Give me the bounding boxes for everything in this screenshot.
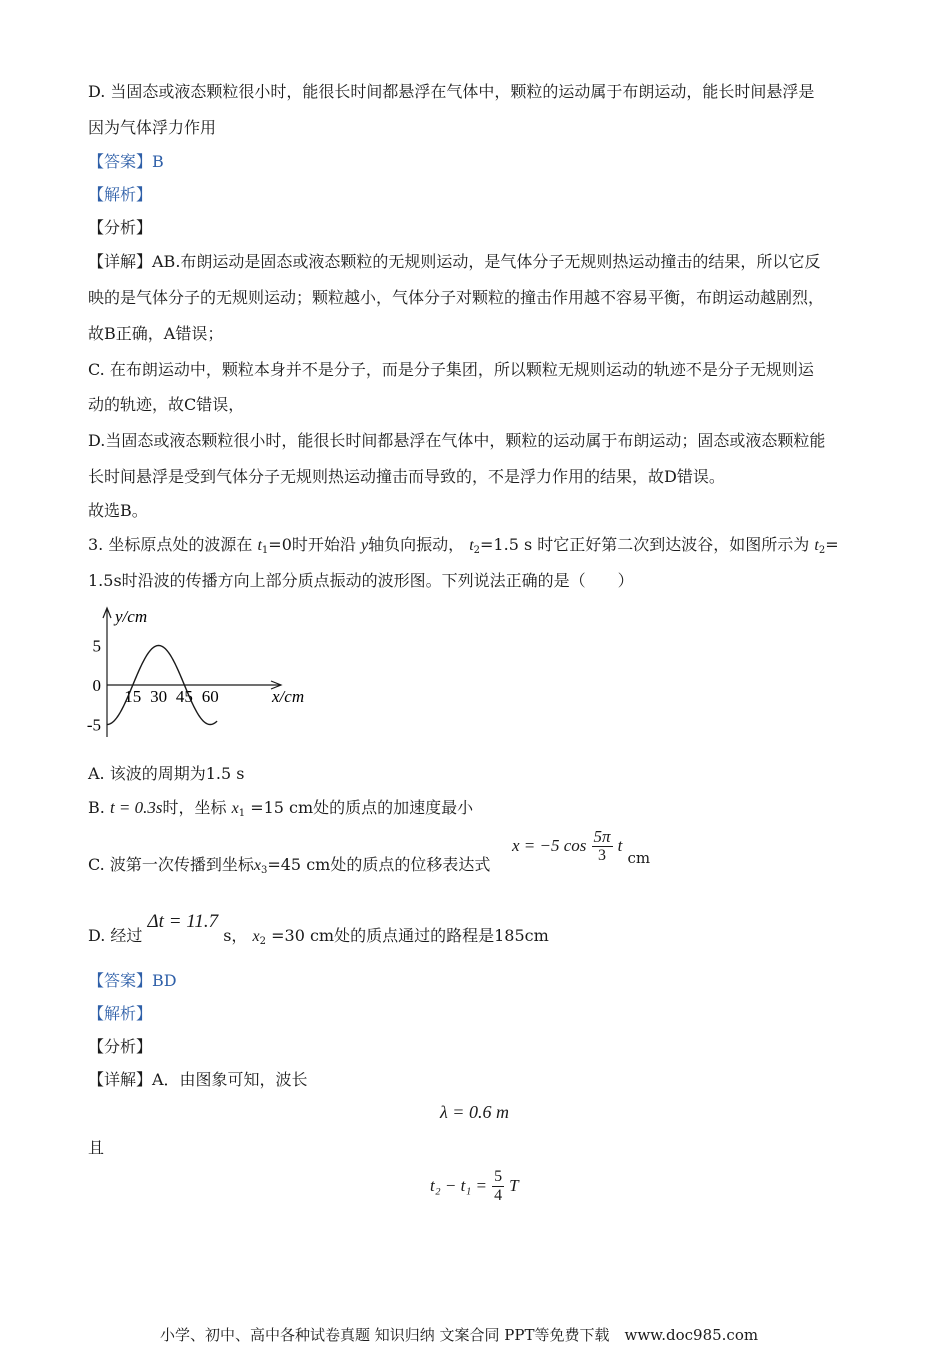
chart-axes: [103, 608, 281, 737]
fenxi-label: 【分析】: [88, 218, 153, 237]
option-d-line-2: 因为气体浮力作用: [88, 118, 217, 137]
y-tick-label: 0: [92, 676, 101, 695]
detail-line-7: 长时间悬浮是受到气体分子无规则热运动撞击而导致的，不是浮力作用的结果，故D错误。: [88, 467, 725, 486]
option-c: C. 波第一次传播到坐标$x_3=45$ cm处的质点的位移表达式: [88, 855, 491, 876]
option-d: D. 经过 Δt = 11.7 s， $x_2 =30$ cm处的质点通过的路程是185cm: [88, 911, 549, 947]
option-c-formula: x = −5 cos $\frac{5\pi}{3}$ t cm: [512, 827, 651, 867]
x-axis-label: x/cm: [272, 687, 305, 706]
analysis-label: 【解析】: [88, 185, 153, 204]
detail-2-line-1: 【详解】A．由图象可知，波长: [88, 1070, 308, 1089]
detail-line-3: 故B正确，A错误；: [88, 324, 224, 343]
conclusion-line: 故选B。: [88, 501, 148, 520]
x-tick-label: 30: [150, 687, 168, 706]
analysis-label-2: 【解析】: [88, 1004, 153, 1023]
x-tick-label: 60: [201, 687, 219, 706]
detail-line-2: 映的是气体分子的无规则运动；颗粒越小，气体分子对颗粒的撞击作用越不容易平衡，布朗运动越剧烈，: [88, 288, 825, 307]
option-a: A. 该波的周期为1.5 s: [88, 764, 245, 783]
y-tick-label: -5: [86, 715, 101, 735]
question-3-line-2: 1.5s时沿波的传播方向上部分质点振动的波形图。下列说法正确的是（ ）: [88, 571, 634, 590]
lambda-equation: λ = 0.6 m: [440, 1102, 509, 1122]
wave-chart: [85, 600, 325, 750]
question-3-line-1: 3. 坐标原点处的波源在 $t_1=0$时开始沿 y轴负向振动， $t_2=1.5$ s 时它正好第二次到达波谷，如图所示为 $t_2=$: [88, 535, 839, 556]
detail-line-5: 动的轨迹，故C错误，: [88, 395, 245, 414]
qie-line: 且: [88, 1138, 105, 1157]
answer-label: 【答案】B: [88, 152, 164, 171]
footer-text: 小学、初中、高中各种试卷真题 知识归纳 文案合同 PPT等免费下载 www.doc985.com: [160, 1326, 759, 1344]
detail-line-1: 【详解】AB.布朗运动是固态或液态颗粒的无规则运动，是气体分子无规则热运动撞击的结果，所以它反: [88, 252, 821, 271]
fenxi-label-2: 【分析】: [88, 1037, 153, 1056]
detail-line-6: D.当固态或液态颗粒很小时，能很长时间都悬浮在气体中，颗粒的运动属于布朗运动；固态或液态颗粒能: [88, 431, 826, 450]
y-tick-label: 5: [92, 636, 101, 656]
detail-line-4: C. 在布朗运动中，颗粒本身并不是分子，而是分子集团，所以颗粒无规则运动的轨迹不是分子无规则运: [88, 360, 814, 379]
x-tick-label: 45: [175, 687, 193, 706]
period-equation: t₂ − t₁ = $\frac{5}{4}$ T: [430, 1168, 519, 1204]
option-d-line-1: D. 当固态或液态颗粒很小时，能很长时间都悬浮在气体中，颗粒的运动属于布朗运动，能长时间悬浮是: [88, 82, 815, 101]
option-b: B. t = 0.3s时，坐标 $x_1 =15$ cm处的质点的加速度最小: [88, 798, 474, 819]
y-axis-label: y/cm: [115, 607, 148, 626]
answer-label-2: 【答案】BD: [88, 971, 177, 990]
x-tick-label: 15: [124, 687, 142, 706]
